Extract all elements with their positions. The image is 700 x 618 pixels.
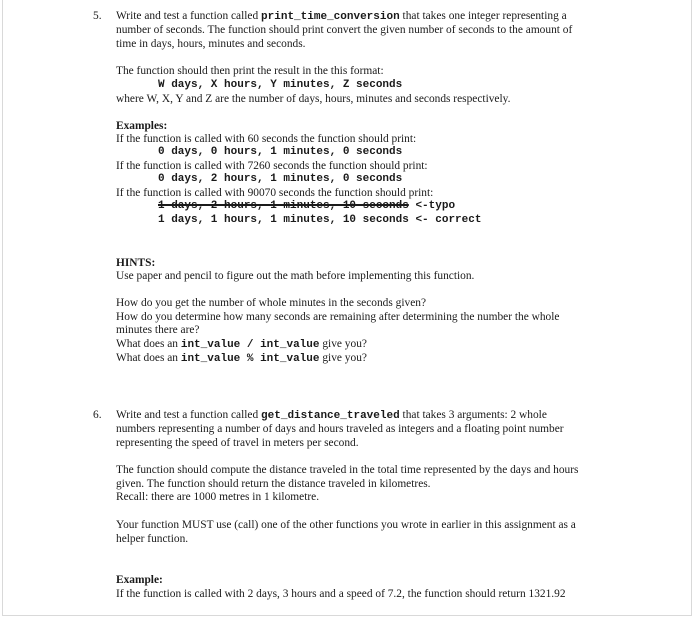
- question-6-number: 6.: [93, 409, 102, 421]
- q5-hint-3a: How do you determine how many seconds are remaining after determining the number the whole: [116, 311, 560, 323]
- question-5-number: 5.: [93, 10, 102, 22]
- q5-hint-4-pre: What does an: [116, 338, 178, 350]
- q5-hints-heading: HINTS:: [116, 257, 156, 269]
- q5-format-where: where W, X, Y and Z are the number of days, hours, minutes and seconds respectively.: [116, 93, 511, 105]
- q5-function-name: print_time_conversion: [261, 11, 400, 23]
- q6-compute-line-1: The function should compute the distance traveled in the total time represented by the days and hours: [116, 464, 579, 476]
- q5-hint-4-code: int_value / int_value: [180, 339, 320, 351]
- q5-hint-5-post: give you?: [322, 352, 367, 364]
- q6-must-line-2: helper function.: [116, 533, 189, 545]
- q5-hint-3b: minutes there are?: [116, 324, 200, 336]
- q5-example-2-text: If the function is called with 7260 seconds the function should print:: [116, 160, 428, 172]
- q5-example-1-text: If the function is called with 60 seconds the function should print:: [116, 133, 417, 145]
- q6-intro-line-3: representing the speed of travel in meters per second.: [116, 437, 359, 449]
- q5-intro-pre: Write and test a function called: [116, 10, 259, 22]
- q6-intro-pre: Write and test a function called: [116, 409, 259, 421]
- q6-compute-line-2: given. The function should return the distance traveled in kilometres.: [116, 478, 431, 490]
- q5-intro-line-3: time in days, hours, minutes and seconds.: [116, 38, 306, 50]
- q5-intro-line-2: number of seconds. The function should print convert the given number of seconds to the amount of: [116, 24, 573, 36]
- q5-format-code: W days, X hours, Y minutes, Z seconds: [158, 79, 403, 91]
- q5-example-1-code: 0 days, 0 hours, 1 minutes, 0 seconds: [158, 146, 403, 158]
- q5-hint-4: [116, 338, 367, 352]
- q5-hint-4-post: give you?: [322, 338, 367, 350]
- q5-hint-5: [116, 352, 367, 366]
- q5-example-3-correct: 1 days, 1 hours, 1 minutes, 10 seconds <- correct: [158, 214, 482, 226]
- q5-typo-note: <-typo: [415, 200, 456, 212]
- q5-examples-heading: Examples:: [116, 120, 168, 132]
- q5-hint-5-code: int_value % int_value: [180, 353, 320, 365]
- q5-typo-code: 1 days, 2 hours, 1 minutes, 10 seconds: [158, 200, 409, 212]
- q5-intro-post: that takes one integer representing a: [402, 10, 567, 22]
- q6-recall: Recall: there are 1000 metres in 1 kilometre.: [116, 491, 320, 503]
- q5-example-2-code: 0 days, 2 hours, 1 minutes, 0 seconds: [158, 173, 403, 185]
- q6-example-text: If the function is called with 2 days, 3 hours and a speed of 7.2, the function should return 1321.92: [116, 588, 566, 600]
- q6-example-heading: Example:: [116, 574, 163, 586]
- q5-format-intro: The function should then print the result in the this format:: [116, 65, 384, 77]
- q6-intro-post: that takes 3 arguments: 2 whole: [402, 409, 547, 421]
- q5-hint-5-pre: What does an: [116, 352, 178, 364]
- q6-must-line-1: Your function MUST use (call) one of the other functions you wrote in earlier in this assignment as a: [116, 519, 576, 531]
- q5-example-3-text: If the function is called with 90070 seconds the function should print:: [116, 187, 434, 199]
- q5-intro-line-1: [116, 10, 567, 24]
- q6-intro-line-1: [116, 409, 547, 423]
- q5-example-3-typo: [158, 200, 455, 213]
- q5-hint-1: Use paper and pencil to figure out the math before implementing this function.: [116, 270, 475, 282]
- q6-function-name: get_distance_traveled: [261, 410, 400, 422]
- q5-hint-2: How do you get the number of whole minutes in the seconds given?: [116, 297, 427, 309]
- q6-intro-line-2: numbers representing a number of days and hours traveled as integers and a floating point number: [116, 423, 564, 435]
